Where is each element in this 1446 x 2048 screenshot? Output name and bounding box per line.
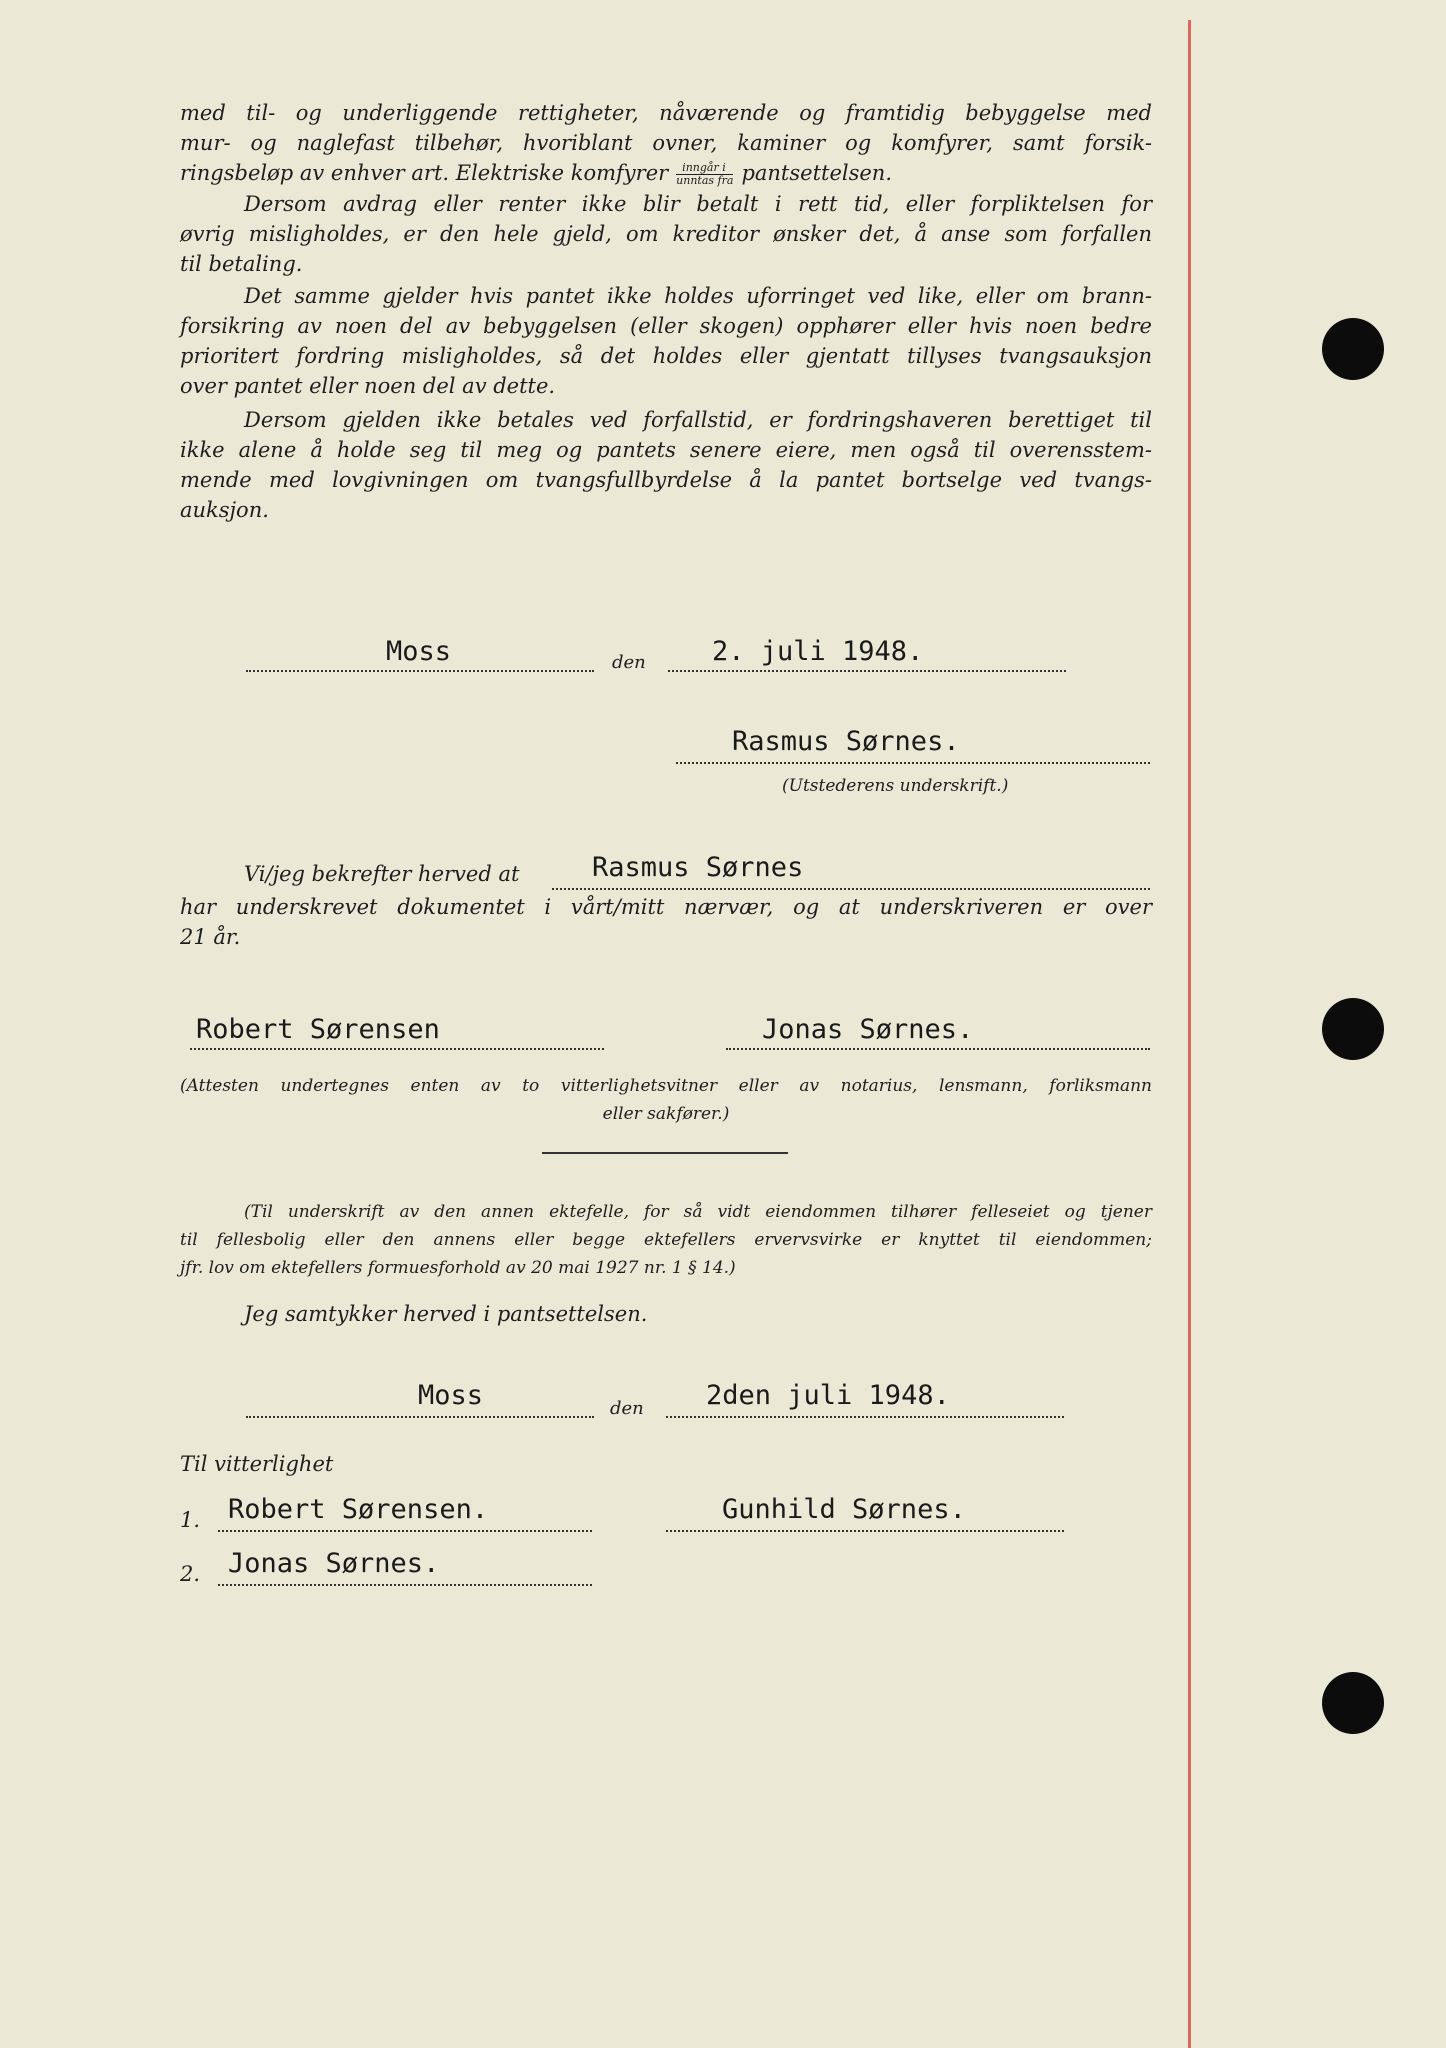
text-line: eller sakfører.) bbox=[602, 1104, 730, 1124]
witness-dotted-line bbox=[218, 1530, 592, 1532]
place-dotted-line bbox=[246, 1416, 594, 1418]
text-line: (Til underskrift av den annen ektefelle, for så vidt eiendommen tilhører felleseiet og tjener bbox=[244, 1202, 1152, 1222]
issuer-signature: Rasmus Sørnes. bbox=[732, 726, 960, 757]
text-line: Dersom gjelden ikke betales ved forfallstid, er fordringshaveren berettiget til bbox=[244, 408, 1152, 432]
confirm-dotted-line bbox=[552, 888, 1150, 890]
issuer-caption: (Utstederens underskrift.) bbox=[782, 776, 1009, 796]
text-line: til betaling. bbox=[180, 252, 303, 276]
witness-dotted-line bbox=[190, 1048, 604, 1050]
attest-note bbox=[180, 1072, 1152, 1128]
spouse-dotted-line bbox=[666, 1530, 1064, 1532]
witness-2: Jonas Sørnes. bbox=[228, 1548, 440, 1579]
punch-hole bbox=[1322, 1672, 1384, 1734]
vitterlighet-label: Til vitterlighet bbox=[180, 1452, 334, 1476]
consent-text: Jeg samtykker herved i pantsettelsen. bbox=[244, 1302, 648, 1326]
date-dotted-line bbox=[666, 1416, 1064, 1418]
text-line: auksjon. bbox=[180, 498, 269, 522]
witness-1: Robert Sørensen. bbox=[228, 1494, 489, 1525]
signing-date: 2. juli 1948. bbox=[712, 636, 924, 667]
text-line: mur- og naglefast tilbehør, hvoriblant ovner, kaminer og komfyrer, samt forsik- bbox=[180, 131, 1152, 155]
witness-left: Robert Sørensen bbox=[196, 1014, 440, 1045]
witness-dotted-line bbox=[218, 1584, 592, 1586]
fraction-top: inngår i bbox=[676, 162, 733, 175]
text-line: forsikring av noen del av bebyggelsen (eller skogen) opphører eller hvis noen bedre bbox=[180, 314, 1152, 338]
text-line: øvrig misligholdes, er den hele gjeld, om kreditor ønsker det, å anse som forfallen bbox=[180, 222, 1152, 246]
witness-number: 1. bbox=[180, 1508, 201, 1532]
text-line: med til- og underliggende rettigheter, nåværende og framtidig bebyggelse med bbox=[180, 101, 1152, 125]
fraction-choice bbox=[676, 162, 733, 187]
text-line: prioritert fordring misligholdes, så det holdes eller gjentatt tillyses tvangsauksjon bbox=[180, 344, 1152, 368]
paragraph-rights bbox=[180, 98, 1152, 188]
margin-line bbox=[1188, 20, 1191, 2048]
place-dotted-line bbox=[246, 670, 594, 672]
text-line: 21 år. bbox=[180, 925, 241, 949]
paragraph-maintenance bbox=[180, 281, 1152, 401]
confirm-name: Rasmus Sørnes bbox=[592, 852, 804, 883]
text-line: til fellesbolig eller den annens eller begge ektefellers ervervsvirke er knyttet til eiendommen; bbox=[180, 1230, 1152, 1250]
witness-right: Jonas Sørnes. bbox=[762, 1014, 974, 1045]
punch-hole bbox=[1322, 998, 1384, 1060]
signing-place: Moss bbox=[386, 636, 452, 667]
witness-number: 2. bbox=[180, 1562, 201, 1586]
fraction-bottom: unntas fra bbox=[676, 174, 734, 187]
spouse-signature: Gunhild Sørnes. bbox=[722, 1494, 966, 1525]
witness-dotted-line bbox=[726, 1048, 1150, 1050]
text-line: (Attesten undertegnes enten av to vitterlighetsvitner eller av notarius, lensmann, forliksmann bbox=[180, 1076, 1152, 1096]
confirm-prefix: Vi/jeg bekrefter herved at bbox=[244, 862, 520, 886]
text-line: har underskrevet dokumentet i vårt/mitt nærvær, og at underskriveren er over bbox=[180, 895, 1152, 919]
text-segment: pantsettelsen. bbox=[741, 161, 892, 185]
text-line: ikke alene å holde seg til meg og pantets senere eiere, men også til overensstem- bbox=[180, 438, 1152, 462]
text-line: jfr. lov om ektefellers formuesforhold av 20 mai 1927 nr. 1 § 14.) bbox=[180, 1258, 736, 1278]
text-line: Dersom avdrag eller renter ikke blir betalt i rett tid, eller forpliktelsen for bbox=[244, 192, 1152, 216]
confirm-text bbox=[180, 892, 1152, 952]
text-segment: ringsbeløp av enhver art. Elektriske komfyrer bbox=[180, 161, 669, 185]
text-line: over pantet eller noen del av dette. bbox=[180, 374, 556, 398]
punch-hole bbox=[1322, 318, 1384, 380]
den-label: den bbox=[612, 652, 646, 673]
text-line: Det samme gjelder hvis pantet ikke holdes uforringet ved like, eller om brann- bbox=[244, 284, 1152, 308]
signing-date-2: 2den juli 1948. bbox=[706, 1380, 950, 1411]
den-label: den bbox=[610, 1398, 644, 1419]
paragraph-default bbox=[180, 189, 1152, 279]
separator-rule bbox=[542, 1152, 788, 1154]
text-line bbox=[180, 158, 1152, 188]
text-line: mende med lovgivningen om tvangsfullbyrdelse å la pantet bortselge ved tvangs- bbox=[180, 468, 1152, 492]
date-dotted-line bbox=[668, 670, 1066, 672]
spouse-note bbox=[180, 1198, 1152, 1282]
issuer-dotted-line bbox=[676, 762, 1150, 764]
signing-place-2: Moss bbox=[418, 1380, 484, 1411]
paragraph-enforcement bbox=[180, 405, 1152, 525]
